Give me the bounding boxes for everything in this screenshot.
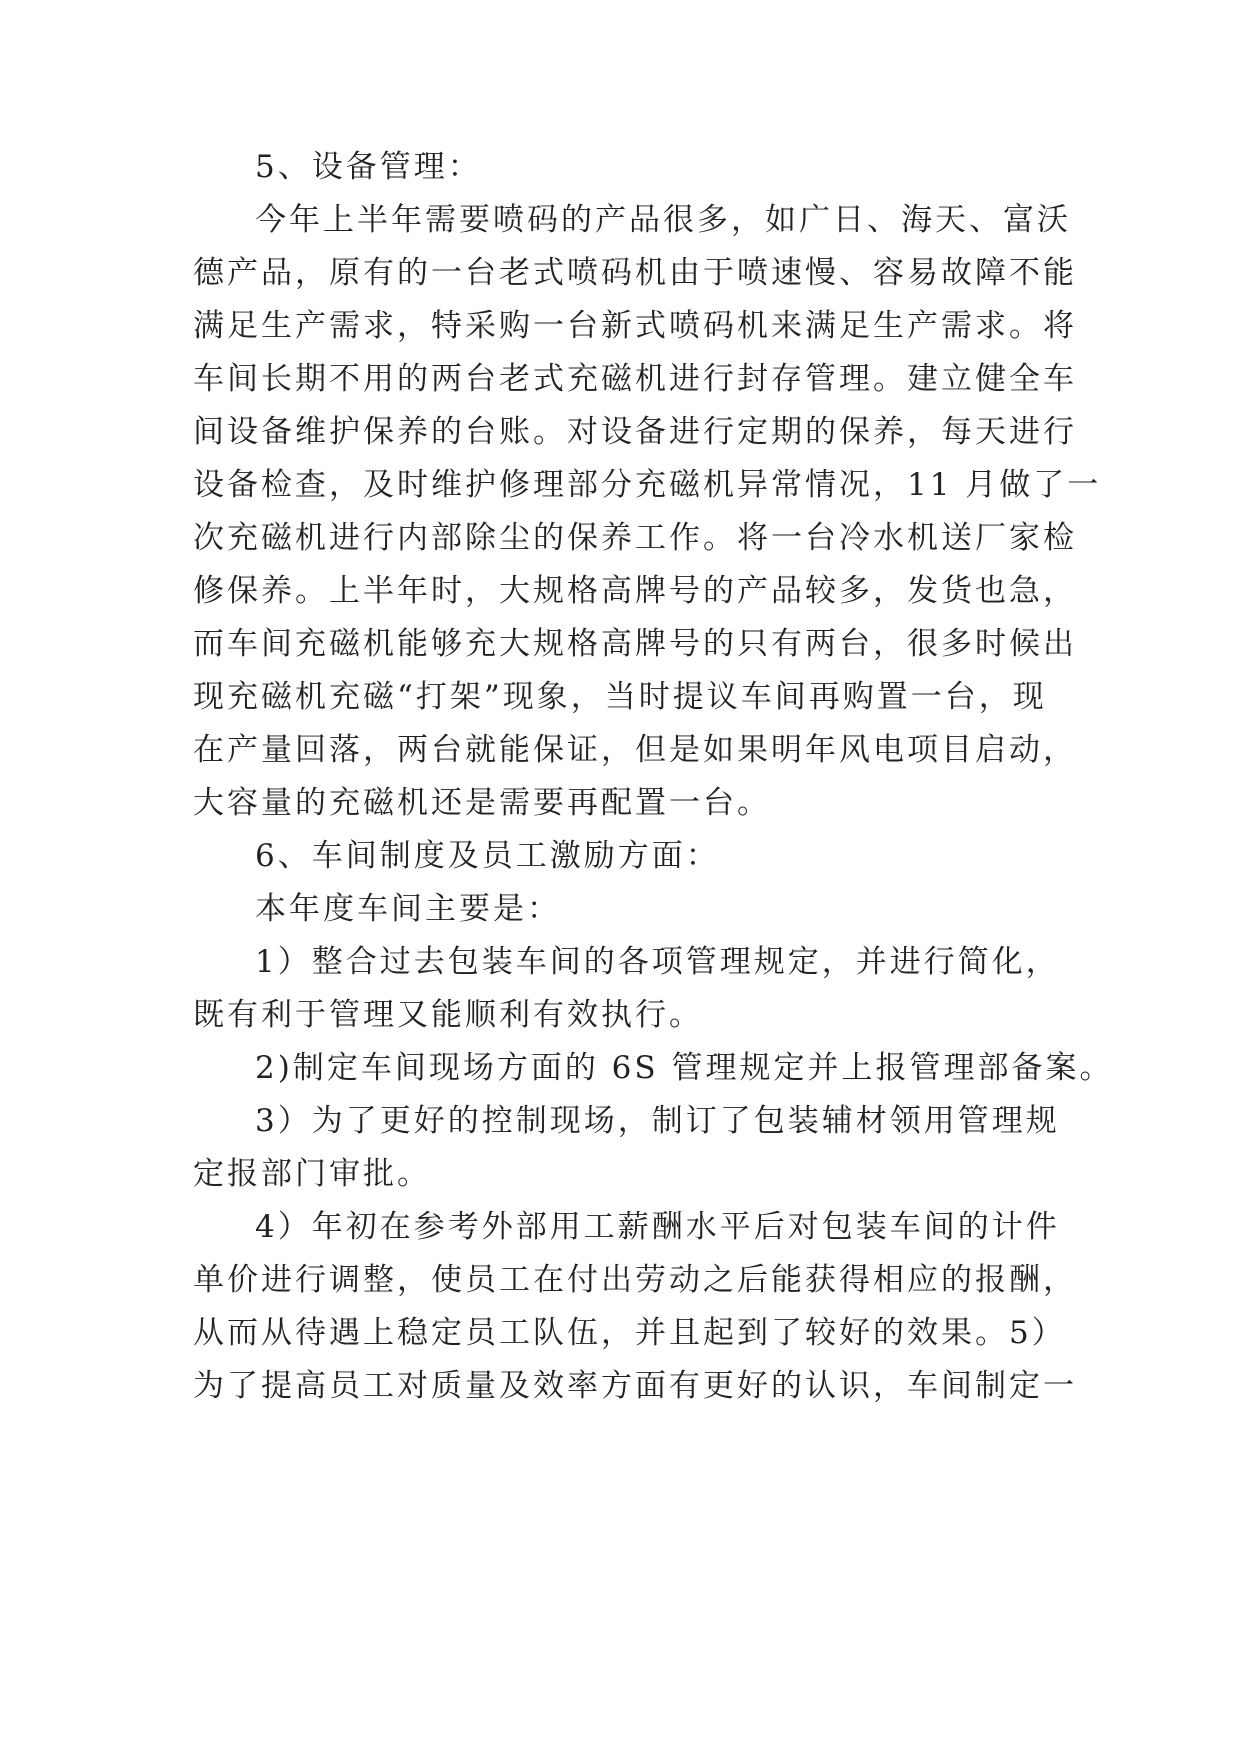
paragraph-line: 单价进行调整，使员工在付出劳动之后能获得相应的报酬，: [193, 1262, 1077, 1298]
paragraph-line: 车间长期不用的两台老式充磁机进行封存管理。建立健全车: [193, 361, 1077, 397]
paragraph-line: 设备检查，及时维护修理部分充磁机异常情况，11 月做了一: [193, 467, 1102, 503]
paragraph-line: 间设备维护保养的台账。对设备进行定期的保养，每天进行: [193, 414, 1077, 450]
list-item-3: 3）为了更好的控制现场，制订了包装辅材领用管理规: [255, 1103, 1060, 1139]
list-item-4: 4）年初在参考外部用工薪酬水平后对包装车间的计件: [255, 1209, 1060, 1245]
paragraph-line: 今年上半年需要喷码的产品很多，如广日、海天、富沃: [255, 202, 1071, 238]
section-heading-policy: 6、车间制度及员工激励方面：: [255, 838, 720, 874]
paragraph-line: 既有利于管理又能顺利有效执行。: [193, 997, 703, 1033]
paragraph-line: 为了提高员工对质量及效率方面有更好的认识，车间制定一: [193, 1368, 1077, 1404]
paragraph-line: 定报部门审批。: [193, 1156, 431, 1192]
paragraph-line: 而车间充磁机能够充大规格高牌号的只有两台，很多时候出: [193, 626, 1077, 662]
paragraph-line: 德产品，原有的一台老式喷码机由于喷速慢、容易故障不能: [193, 255, 1077, 291]
section-heading-equipment: 5、设备管理：: [255, 149, 482, 185]
paragraph-line: 从而从待遇上稳定员工队伍，并且起到了较好的效果。5）: [193, 1315, 1066, 1351]
paragraph-line: 大容量的充磁机还是需要再配置一台。: [193, 785, 771, 821]
paragraph-line: 修保养。上半年时，大规格高牌号的产品较多，发货也急，: [193, 573, 1077, 609]
paragraph-line: 次充磁机进行内部除尘的保养工作。将一台冷水机送厂家检: [193, 520, 1077, 556]
paragraph-line: 在产量回落，两台就能保证，但是如果明年风电项目启动，: [193, 732, 1077, 768]
list-item-1: 1）整合过去包装车间的各项管理规定，并进行简化，: [255, 944, 1060, 980]
paragraph-line: 现充磁机充磁“打架”现象，当时提议车间再购置一台，现: [193, 679, 1047, 715]
paragraph-line: 本年度车间主要是：: [255, 891, 561, 927]
list-item-2: 2)制定车间现场方面的 6S 管理规定并上报管理部备案。: [255, 1050, 1114, 1086]
paragraph-line: 满足生产需求，特采购一台新式喷码机来满足生产需求。将: [193, 308, 1077, 344]
